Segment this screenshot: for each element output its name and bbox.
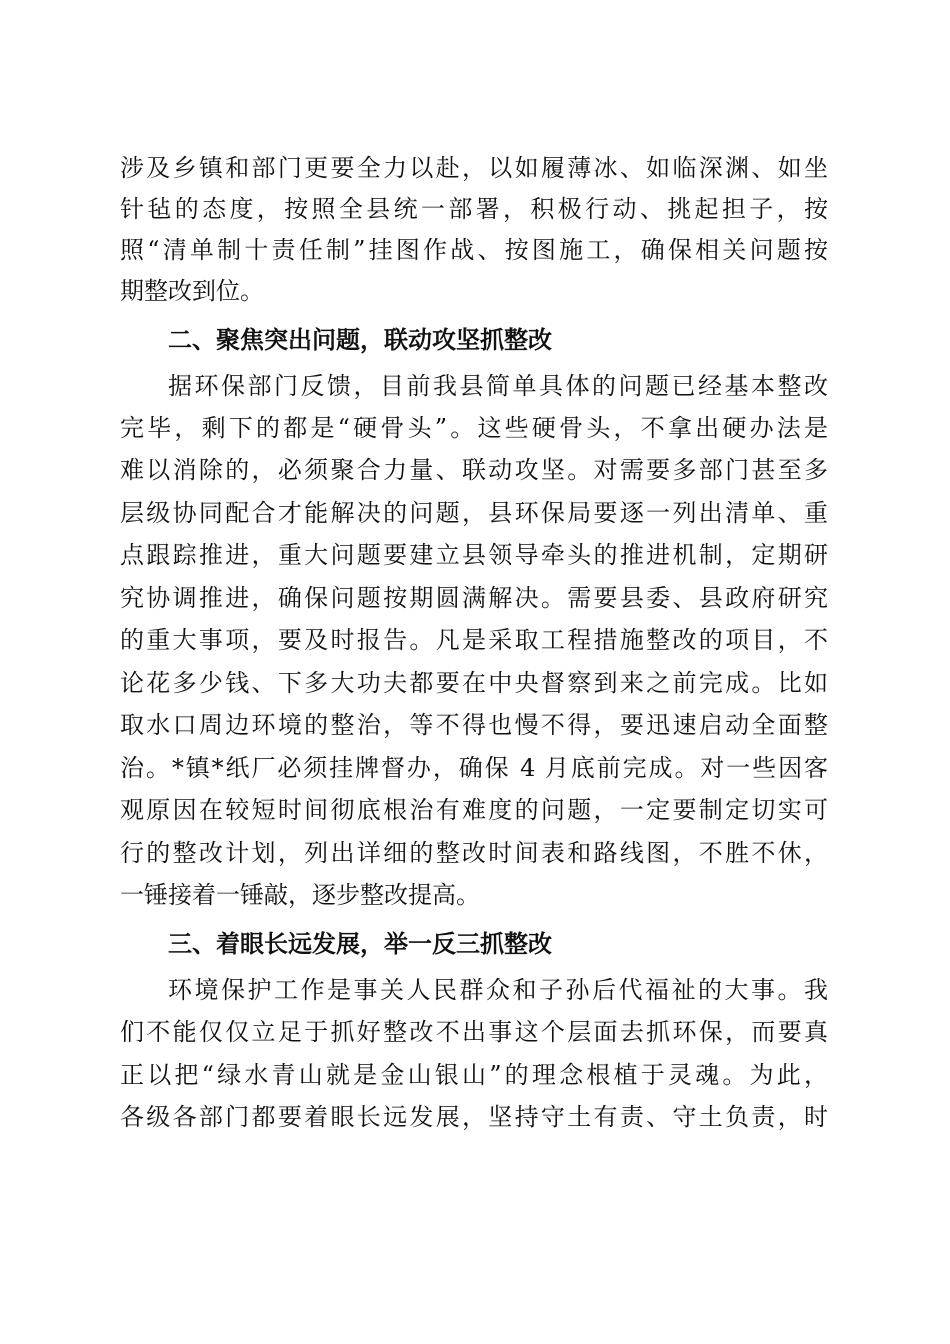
paragraph-line: 层级协同配合才能解决的问题，县环保局要逐一列出清单、重 [120,499,828,527]
paragraph-line: 治。*镇*纸厂必须挂牌督办，确保 4 月底前完成。对一些因客 [120,754,828,782]
section-heading-2: 二、聚焦突出问题，联动攻坚抓整改 [168,326,552,354]
paragraph-line: 究协调推进，确保问题按期圆满解决。需要县委、县政府研究 [120,584,828,612]
paragraph-line: 据环保部门反馈，目前我县简单具体的问题已经基本整改 [168,372,828,400]
paragraph-line: 完毕，剩下的都是“硬骨头”。这些硬骨头，不拿出硬办法是 [120,414,828,442]
paragraph-line: 行的整改计划，列出详细的整改时间表和路线图，不胜不休， [120,839,828,867]
paragraph-line: 正以把“绿水青山就是金山银山”的理念根植于灵魂。为此， [120,1061,828,1089]
paragraph-line: 各级各部门都要着眼长远发展，坚持守土有责、守土负责，时 [120,1103,828,1131]
paragraph-line: 针毡的态度，按照全县统一部署，积极行动、挑起担子，按 [120,195,828,223]
paragraph-line: 难以消除的，必须聚合力量、联动攻坚。对需要多部门甚至多 [120,456,828,484]
paragraph-line: 期整改到位。 [120,277,264,305]
paragraph-line: 照“清单制十责任制”挂图作战、按图施工，确保相关问题按 [120,236,828,264]
paragraph-line: 们不能仅仅立足于抓好整改不出事这个层面去抓环保，而要真 [120,1018,828,1046]
section-heading-3: 三、着眼长远发展，举一反三抓整改 [168,930,552,958]
paragraph-line: 点跟踪推进，重大问题要建立县领导牵头的推进机制，定期研 [120,541,828,569]
paragraph-line: 环境保护工作是事关人民群众和子孙后代福祉的大事。我 [168,976,828,1004]
paragraph-line: 观原因在较短时间彻底根治有难度的问题，一定要制定切实可 [120,796,828,824]
paragraph-line: 涉及乡镇和部门更要全力以赴，以如履薄冰、如临深渊、如坐 [120,154,828,182]
paragraph-line: 论花多少钱、下多大功夫都要在中央督察到来之前完成。比如 [120,669,828,697]
paragraph-line: 一锤接着一锤敲，逐步整改提高。 [120,881,480,909]
paragraph-line: 的重大事项，要及时报告。凡是采取工程措施整改的项目，不 [120,626,828,654]
paragraph-line: 取水口周边环境的整治，等不得也慢不得，要迅速启动全面整 [120,711,828,739]
